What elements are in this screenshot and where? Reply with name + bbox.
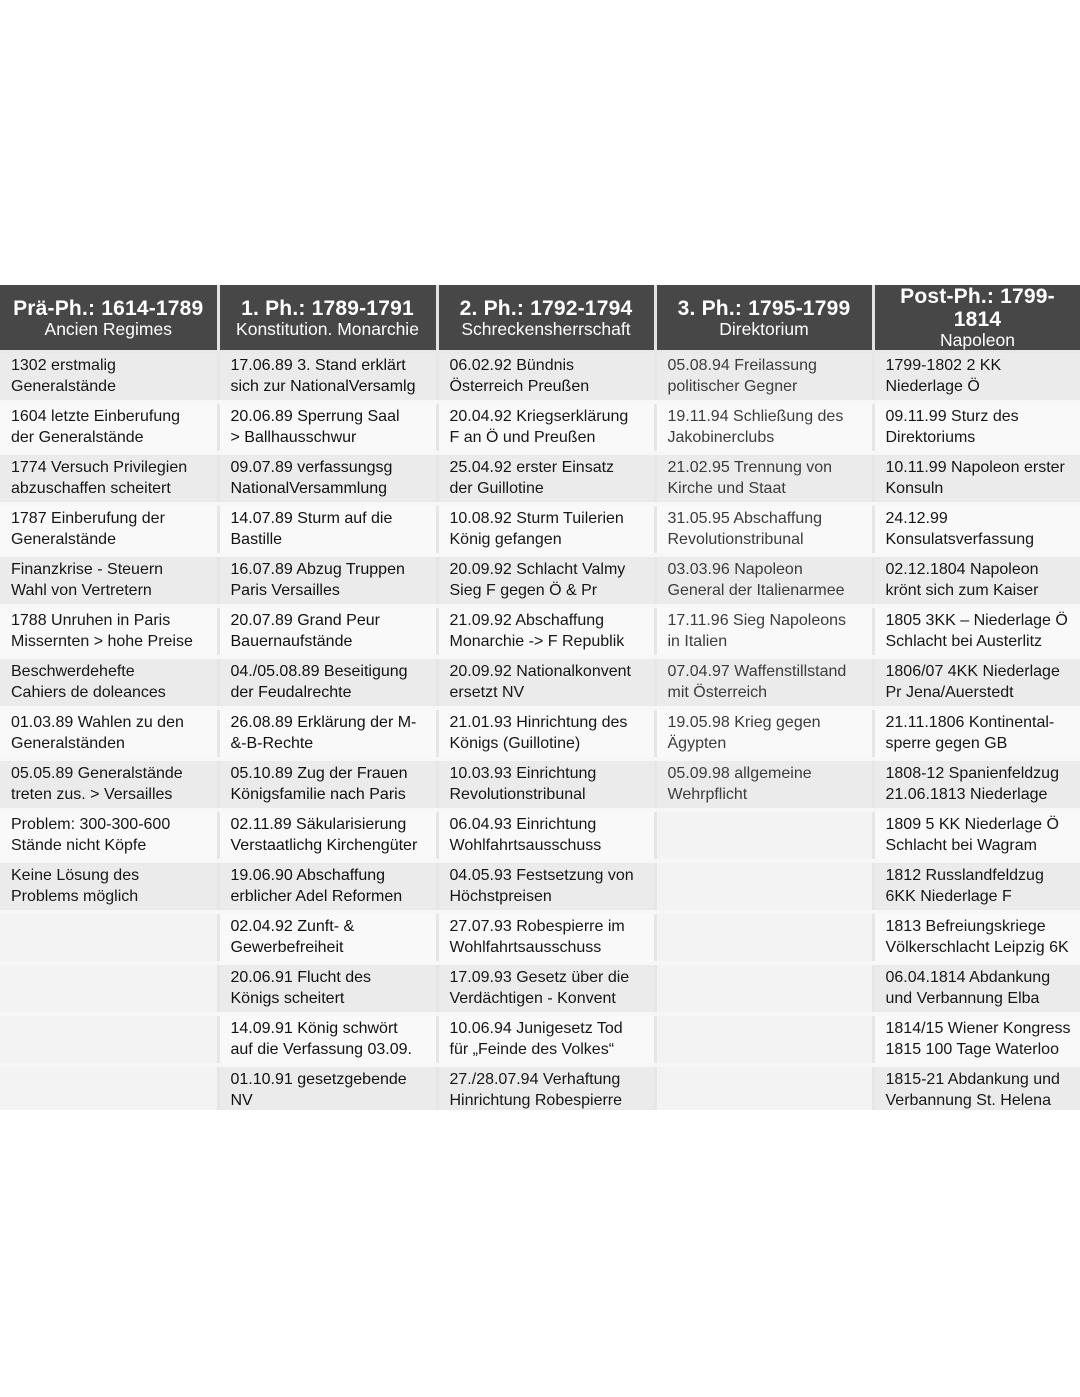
entry-line: Finanzkrise - Steuern [11,561,164,579]
timeline-body [0,352,1080,1110]
entry-line: 14.07.89 Sturm auf die [230,510,393,528]
timeline-cell [218,861,437,912]
entry-line: 05.05.89 Generalstände [11,765,183,783]
entry-line: Völkerschlacht Leipzig 6K [885,938,1069,956]
entry-line: Wahl von Vertretern [11,581,152,599]
timeline-cell [873,352,1080,403]
entry-line: 27.07.93 Robespierre im [449,918,625,936]
entry-line: 1806/07 4KK Niederlage [885,663,1060,681]
entry-line: sperre gegen GB [885,734,1008,752]
entry-line: General der Italienarmee [667,581,845,599]
entry-line: 24.12.99 [885,510,948,528]
table-row [0,912,1080,963]
entry-line: Ägypten [667,734,727,752]
entry-line: 19.06.90 Abschaffung [230,867,386,885]
timeline-cell [437,453,655,504]
entry-line: 05.08.94 Freilassung [667,357,817,375]
entry-line: 20.09.92 Schlacht Valmy [449,561,626,579]
entry-line: 02.04.92 Zunft- & [230,918,355,936]
entry-line: Schlacht bei Wagram [885,836,1037,854]
timeline-cell [218,759,437,810]
entry-line: 20.06.89 Sperrung Saal [230,408,400,426]
entry-line: Konsulatsverfassung [885,530,1035,548]
phase-header-2 [437,285,655,352]
phase-title: 1. Ph.: 1789-1791 [241,296,414,320]
entry-line: 1815 100 Tage Waterloo [885,1040,1059,1058]
entry-line: in Italien [667,632,728,650]
entry-line: Wehrpflicht [667,785,748,803]
timeline-cell [873,555,1080,606]
timeline-cell [873,1014,1080,1065]
entry-line: 21.06.1813 Niederlage [885,785,1048,803]
table-row [0,606,1080,657]
entry-line: 19.11.94 Schließung des [667,408,844,426]
entry-line: > Ballhausschwur [230,428,357,446]
timeline-cell [218,453,437,504]
entry-line: der Feudalrechte [230,683,352,701]
timeline-cell [655,657,873,708]
entry-line: 02.11.89 Säkularisierung [230,816,407,834]
entry-line: 17.06.89 3. Stand erklärt [230,357,406,375]
entry-line: politischer Gegner [667,377,798,395]
table-row [0,963,1080,1014]
timeline-cell [0,759,218,810]
entry-line: Generalstände [11,377,116,395]
timeline-cell [0,555,218,606]
entry-line: der Guillotine [449,479,544,497]
entry-line: erblicher Adel Reformen [230,887,403,905]
entry-line: ersetzt NV [449,683,525,701]
timeline-cell [0,1065,218,1110]
entry-line: Revolutionstribunal [449,785,586,803]
timeline-cell [873,861,1080,912]
entry-line: Wohlfahrtsausschuss [449,938,602,956]
timeline-cell [437,606,655,657]
entry-line: 10.11.99 Napoleon erster [885,459,1065,477]
timeline-cell [437,810,655,861]
entry-line: Konsuln [885,479,944,497]
entry-line: Beschwerdehefte [11,663,135,681]
entry-line: 1774 Versuch Privilegien [11,459,188,477]
entry-line: Missernten > hohe Preise [11,632,193,650]
timeline-cell [0,606,218,657]
table-row [0,759,1080,810]
table-row [0,861,1080,912]
phase-title: 3. Ph.: 1795-1799 [677,296,851,320]
entry-line: 06.02.92 Bündnis [449,357,575,375]
phase-subtitle: Schreckensherrschaft [461,318,631,339]
timeline-cell [218,963,437,1014]
timeline-cell [437,963,655,1014]
entry-line: 1604 letzte Einberufung [11,408,181,426]
entry-line: 1805 3KK – Niederlage Ö [885,612,1068,630]
timeline-cell [218,657,437,708]
entry-line: Gewerbefreiheit [230,938,344,956]
timeline-sheet [0,285,1080,1110]
entry-line: Jakobinerclubs [667,428,775,446]
phase-header-3 [655,285,873,352]
timeline-cell [655,810,873,861]
entry-line: abzuschaffen scheitert [11,479,171,497]
table-row [0,810,1080,861]
entry-line: Stände nicht Köpfe [11,836,147,854]
timeline-cell [437,1065,655,1110]
entry-line: 20.06.91 Flucht des [230,969,372,987]
entry-line: König gefangen [449,530,562,548]
timeline-cell [218,1014,437,1065]
entry-line: 05.09.98 allgemeine [667,765,812,783]
timeline-cell [218,912,437,963]
entry-line: Cahiers de doleances [11,683,166,701]
timeline-cell [0,810,218,861]
timeline-cell [437,504,655,555]
entry-line: Problem: 300-300-600 [11,816,171,834]
phase-header-post [873,285,1080,352]
entry-line: 31.05.95 Abschaffung [667,510,823,528]
entry-line: Bastille [230,530,283,548]
timeline-cell [0,352,218,403]
timeline-cell [655,402,873,453]
timeline-cell [437,912,655,963]
entry-line: Höchstpreisen [449,887,552,905]
entry-line: 06.04.93 Einrichtung [449,816,597,834]
timeline-cell [873,402,1080,453]
entry-line: Wohlfahrtsausschuss [449,836,602,854]
timeline-cell [437,555,655,606]
entry-line: 06.04.1814 Abdankung [885,969,1051,987]
timeline-cell [218,1065,437,1110]
timeline-cell [655,963,873,1014]
entry-line: 25.04.92 erster Einsatz [449,459,615,477]
entry-line: 1812 Russlandfeldzug [885,867,1044,885]
entry-line: F an Ö und Preußen [449,428,596,446]
phase-title: 2. Ph.: 1792-1794 [459,296,633,320]
entry-line: 09.07.89 verfassungsg [230,459,393,477]
timeline-cell [218,708,437,759]
phase-title: Post-Ph.: 1799-1814 [900,285,1055,332]
entry-line: sich zur NationalVersamlg [230,377,416,395]
entry-line: Kirche und Staat [667,479,786,497]
timeline-cell [218,810,437,861]
entry-line: 1788 Unruhen in Paris [11,612,171,630]
timeline-cell [655,708,873,759]
entry-line: 20.04.92 Kriegserklärung [449,408,629,426]
timeline-cell [218,402,437,453]
timeline-cell [873,1065,1080,1110]
entry-line: 17.09.93 Gesetz über die [449,969,630,987]
timeline-cell [655,1014,873,1065]
french-revolution-timeline-table [0,285,1080,1110]
entry-line: 26.08.89 Erklärung der M- [230,714,417,732]
table-row [0,1065,1080,1110]
entry-line: Direktoriums [885,428,976,446]
timeline-cell [655,606,873,657]
phase-subtitle: Direktorium [719,318,809,339]
entry-line: Paris Versailles [230,581,340,599]
timeline-cell [655,352,873,403]
entry-line: Königs scheitert [230,989,345,1007]
timeline-cell [655,504,873,555]
phase-header-1 [218,285,437,352]
entry-line: Pr Jena/Auerstedt [885,683,1014,701]
timeline-cell [218,504,437,555]
header-row [0,285,1080,352]
entry-line: 1813 Befreiungskriege [885,918,1046,936]
entry-line: 14.09.91 König schwört [230,1020,398,1038]
entry-line: Österreich Preußen [449,377,590,395]
entry-line: 1302 erstmalig [11,357,116,375]
entry-line: und Verbannung Elba [885,989,1040,1007]
timeline-cell [873,759,1080,810]
entry-line: Schlacht bei Austerlitz [885,632,1043,650]
timeline-cell [0,504,218,555]
table-row [0,555,1080,606]
timeline-cell [218,555,437,606]
entry-line: 21.09.92 Abschaffung [449,612,605,630]
entry-line: 10.08.92 Sturm Tuilerien [449,510,624,528]
timeline-cell [873,963,1080,1014]
timeline-cell [0,861,218,912]
entry-line: Hinrichtung Robespierre [449,1091,623,1109]
timeline-cell [873,606,1080,657]
entry-line: 21.02.95 Trennung von [667,459,833,477]
entry-line: 20.09.92 Nationalkonvent [449,663,631,681]
entry-line: 1809 5 KK Niederlage Ö [885,816,1059,834]
timeline-cell [0,912,218,963]
entry-line: Generalständen [11,734,125,752]
timeline-cell [873,504,1080,555]
entry-line: Revolutionstribunal [667,530,804,548]
timeline-cell [0,963,218,1014]
entry-line: Generalstände [11,530,116,548]
phase-header-pre [0,285,218,352]
entry-line: 1799-1802 2 KK [885,357,1002,375]
entry-line: &-B-Rechte [230,734,314,752]
entry-line: der Generalstände [11,428,144,446]
entry-line: 1814/15 Wiener Kongress [885,1020,1071,1038]
timeline-cell [218,352,437,403]
entry-line: auf die Verfassung 03.09. [230,1040,412,1058]
timeline-cell [655,861,873,912]
entry-line: 21.01.93 Hinrichtung des [449,714,628,732]
entry-line: 16.07.89 Abzug Truppen [230,561,405,579]
entry-line: NationalVersammlung [230,479,388,497]
timeline-cell [873,657,1080,708]
table-row [0,1014,1080,1065]
timeline-cell [655,912,873,963]
timeline-cell [873,810,1080,861]
timeline-cell [218,606,437,657]
entry-line: Sieg F gegen Ö & Pr [449,581,598,599]
entry-line: Monarchie -> F Republik [449,632,625,650]
timeline-cell [655,453,873,504]
timeline-cell [0,453,218,504]
entry-line: 04.05.93 Festsetzung von [449,867,634,885]
entry-line: 19.05.98 Krieg gegen [667,714,821,732]
entry-line: Verbannung St. Helena [885,1091,1051,1109]
table-row [0,504,1080,555]
table-row [0,708,1080,759]
timeline-cell [0,402,218,453]
entry-line: 27./28.07.94 Verhaftung [449,1071,621,1089]
entry-line: 10.03.93 Einrichtung [449,765,597,783]
table-row [0,352,1080,403]
entry-line: 1787 Einberufung der [11,510,165,528]
timeline-cell [655,555,873,606]
entry-line: 20.07.89 Grand Peur [230,612,380,630]
entry-line: 02.12.1804 Napoleon [885,561,1039,579]
entry-line: 04./05.08.89 Beseitigung [230,663,408,681]
entry-line: 01.10.91 gesetzgebende [230,1071,407,1089]
timeline-cell [437,861,655,912]
timeline-cell [437,708,655,759]
timeline-cell [437,1014,655,1065]
entry-line: 1815-21 Abdankung und [885,1071,1060,1089]
timeline-cell [437,402,655,453]
entry-line: Problems möglich [11,887,139,905]
entry-line: 05.10.89 Zug der Frauen [230,765,408,783]
entry-line: 07.04.97 Waffenstillstand [667,663,847,681]
entry-line: 03.03.96 Napoleon [667,561,803,579]
entry-line: für „Feinde des Volkes“ [449,1040,615,1058]
phase-subtitle: Konstitution. Monarchie [236,318,419,339]
timeline-cell [0,708,218,759]
timeline-cell [0,657,218,708]
entry-line: Verdächtigen - Konvent [449,989,616,1007]
timeline-cell [873,912,1080,963]
table-row [0,657,1080,708]
timeline-cell [0,1014,218,1065]
entry-line: Verstaatlichg Kirchengüter [230,836,418,854]
phase-title: Prä-Ph.: 1614-1789 [13,296,204,320]
entry-line: Bauernaufstände [230,632,353,650]
entry-line: Keine Lösung des [11,867,140,885]
timeline-cell [437,759,655,810]
entry-line: krönt sich zum Kaiser [885,581,1039,599]
entry-line: 10.06.94 Junigesetz Tod [449,1020,623,1038]
table-row [0,402,1080,453]
entry-line: treten zus. > Versailles [11,785,173,803]
entry-line: 17.11.96 Sieg Napoleons [667,612,847,630]
entry-line: NV [230,1091,253,1109]
entry-line: 1808-12 Spanienfeldzug [885,765,1059,783]
phase-subtitle: Ancien Regimes [44,318,172,339]
entry-line: Königsfamilie nach Paris [230,785,406,803]
entry-line: 09.11.99 Sturz des [885,408,1019,426]
timeline-cell [655,759,873,810]
entry-line: Niederlage Ö [885,377,980,395]
timeline-cell [437,657,655,708]
timeline-cell [873,708,1080,759]
entry-line: 01.03.89 Wahlen zu den [11,714,184,732]
timeline-cell [437,352,655,403]
entry-line: Königs (Guillotine) [449,734,581,752]
table-row [0,453,1080,504]
timeline-cell [873,453,1080,504]
entry-line: 21.11.1806 Kontinental- [885,714,1055,732]
phase-subtitle: Napoleon [940,330,1015,351]
timeline-cell [655,1065,873,1110]
entry-line: mit Österreich [667,683,768,701]
entry-line: 6KK Niederlage F [885,887,1012,905]
